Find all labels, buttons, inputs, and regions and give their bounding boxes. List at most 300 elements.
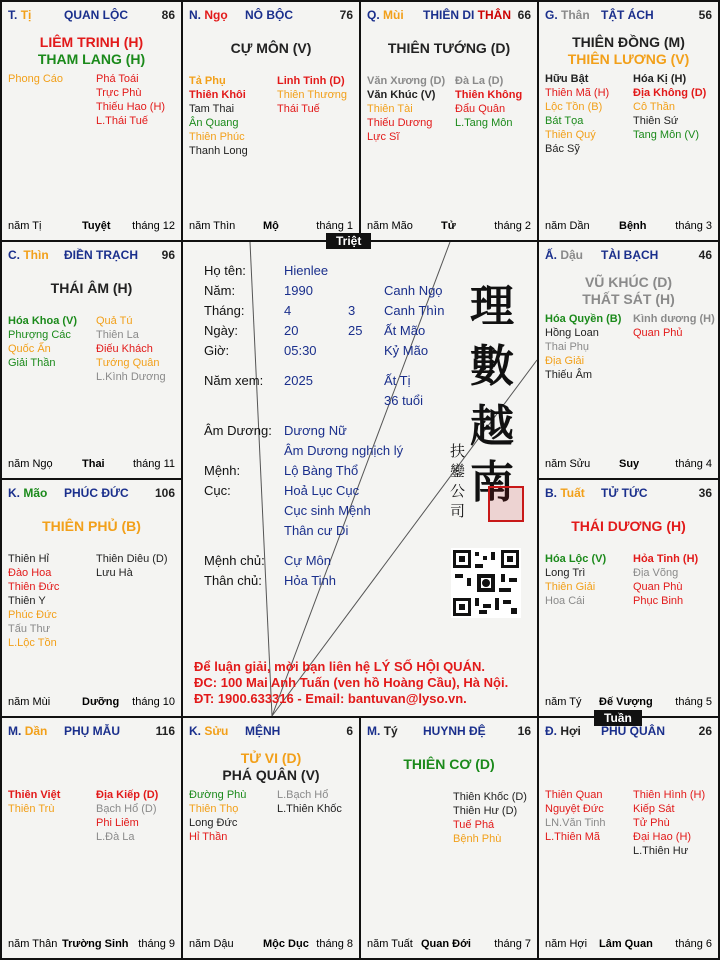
palace-name: MỆNH	[245, 724, 281, 738]
year-label: năm Thìn	[189, 220, 236, 232]
minor-star: Tử Phù	[633, 817, 670, 829]
palace-age: 16	[517, 724, 531, 738]
stars-left-column	[545, 312, 621, 382]
minor-star: Bệnh Phù	[453, 833, 502, 845]
minor-star: Thiên Việt	[8, 789, 61, 801]
life-stage: Bệnh	[619, 220, 647, 232]
month-label: tháng 1	[316, 220, 353, 232]
minor-star: Long Đức	[189, 817, 238, 829]
cuc-label: Cục:	[204, 483, 231, 498]
palace-header	[545, 486, 712, 502]
life-stage: Trường Sinh	[62, 938, 129, 950]
minor-star: Phúc Đức	[8, 609, 57, 621]
canchi-branch: Thìn	[23, 248, 49, 262]
minor-star: Thiên Tài	[367, 103, 413, 115]
minor-star: Kiếp Sát	[633, 803, 675, 815]
canchi-branch: Tị	[20, 8, 32, 22]
canchi-label	[545, 486, 585, 500]
palace-name: QUAN LỘC	[64, 8, 128, 22]
minor-star: Quan Phủ	[633, 327, 683, 339]
palace-footer	[367, 938, 531, 952]
minor-star: Hóa Kị (H)	[633, 73, 687, 85]
year-label: năm Mùi	[8, 696, 51, 708]
stars-left-column	[189, 788, 246, 844]
palace-header	[8, 8, 175, 24]
palace-name: PHÚC ĐỨC	[64, 486, 129, 500]
minor-star: Đà La (D)	[455, 75, 504, 87]
ho-ten-label: Họ tên:	[204, 263, 246, 278]
minor-star: Đường Phù	[189, 789, 247, 801]
palace-cell-hoi	[539, 718, 718, 958]
minor-star: Quả Tú	[96, 315, 133, 327]
canchi-label	[545, 248, 583, 262]
canchi-prefix: B.	[545, 486, 557, 500]
than-marker: THÂN	[477, 8, 511, 22]
main-star: THIÊN CƠ (D)	[403, 756, 495, 772]
minor-star: Thiên Trù	[8, 803, 55, 815]
minor-star: L.Lộc Tồn	[8, 637, 57, 649]
tuan-tag: Tuần	[594, 710, 642, 726]
life-stage: Mộ	[263, 220, 279, 232]
palace-header	[545, 8, 712, 24]
minor-star: Thiên Phúc	[189, 131, 245, 143]
minor-star: Trực Phù	[96, 87, 142, 99]
minor-star: Quốc Ấn	[8, 343, 51, 355]
cuc-value-3: Thân cư Di	[284, 523, 349, 538]
minor-star: Thiên La	[96, 329, 139, 341]
minor-star: LN.Văn Tinh	[545, 817, 606, 829]
stars-left-column	[8, 314, 77, 370]
stars-right-column	[96, 552, 168, 580]
month-label: tháng 11	[132, 458, 175, 470]
minor-star: Phong Cáo	[8, 73, 64, 85]
palace-cell-mui	[361, 2, 537, 240]
stars-left-column	[8, 552, 59, 650]
minor-star: Bạch Hổ (D)	[96, 803, 157, 815]
year-label: năm Tị	[8, 220, 42, 232]
minor-star: Đẩu Quân	[455, 103, 506, 115]
palace-footer	[545, 938, 712, 952]
year-label: năm Tuất	[367, 938, 413, 950]
palace-cell-dan	[2, 718, 181, 958]
palace-cell-than	[539, 2, 718, 240]
calligraphy-char-1: 理	[470, 281, 514, 332]
menh-value: Lộ Bàng Thổ	[284, 463, 359, 478]
stars-right-column	[96, 788, 158, 844]
minor-star: Hồng Loan	[545, 327, 599, 339]
palace-header	[8, 248, 175, 264]
palace-footer	[189, 938, 353, 952]
palace-header	[367, 724, 531, 740]
minor-star: Thiên Khốc (D)	[453, 791, 527, 803]
main-star: THAM LANG (H)	[37, 51, 146, 67]
life-stage: Quan Đới	[421, 938, 471, 950]
stars-left-column	[545, 788, 606, 844]
minor-star: Hóa Lộc (V)	[545, 553, 607, 565]
ho-ten-value: Hienlee	[284, 263, 329, 278]
minor-star: Thiên Diêu (D)	[96, 553, 168, 565]
palace-header	[545, 724, 712, 740]
minor-star: Lưu Hà	[96, 567, 133, 579]
minor-star: Thiên Hình (H)	[633, 789, 706, 801]
canchi-branch: Dậu	[560, 248, 584, 262]
year-label: năm Sửu	[545, 458, 591, 470]
minor-star: Long Trì	[545, 567, 586, 579]
canchi-label	[189, 724, 228, 738]
month-label: tháng 2	[494, 220, 531, 232]
minor-star: Phi Liêm	[96, 817, 139, 829]
namxem-canchi: Ất Tị	[384, 373, 411, 388]
cuc-value-2: Cục sinh Mệnh	[284, 503, 371, 518]
minor-star: Tả Phụ	[189, 75, 226, 87]
minor-star: Địa Kiếp (D)	[96, 789, 159, 801]
minor-star: Thiên Mã (H)	[545, 87, 610, 99]
minor-star: Thiếu Dương	[367, 117, 433, 129]
palace-header	[189, 8, 353, 24]
minor-star: Bác Sỹ	[545, 143, 580, 155]
palace-age: 86	[161, 8, 175, 22]
month-label: tháng 5	[675, 696, 712, 708]
main-star: VŨ KHÚC (D)	[584, 274, 673, 290]
thang-amlich: 3	[348, 303, 356, 318]
palace-cell-dau	[539, 242, 718, 478]
canchi-prefix: K.	[189, 724, 201, 738]
nam-label: Năm:	[204, 283, 236, 298]
main-star: CỰ MÔN (V)	[230, 40, 312, 56]
palace-footer	[189, 220, 353, 234]
thanchu-value: Hỏa Tinh	[284, 573, 337, 588]
minor-star: Thiên Thọ	[189, 803, 239, 815]
canchi-label	[189, 8, 228, 22]
canchi-label	[8, 486, 47, 500]
ngay-amlich: 25	[348, 323, 363, 338]
year-label: năm Dần	[545, 220, 590, 232]
main-star: THIÊN TƯỚNG (D)	[387, 40, 511, 56]
stars-right-column	[633, 788, 705, 858]
minor-star: L.Thiên Mã	[545, 831, 601, 843]
stars-right-column	[633, 312, 715, 340]
minor-star: Bát Tọa	[545, 115, 584, 127]
contact-line-3: ĐT: 1900.633316 - Email: bantuvan@lyso.vn.	[194, 691, 467, 706]
palace-cell-ti	[2, 2, 181, 240]
life-stage: Đế Vượng	[599, 696, 653, 708]
minor-star: Quan Phù	[633, 581, 683, 593]
amduong-value-2: Âm Dương nghịch lý	[284, 443, 404, 458]
palace-header	[8, 486, 175, 502]
life-stage: Tuyệt	[82, 220, 111, 232]
stars-right-column	[633, 72, 706, 142]
year-label: năm Ngọ	[8, 458, 53, 470]
gio-label: Giờ:	[204, 343, 230, 358]
triet-tag: Triệt	[326, 233, 371, 249]
namxem-value: 2025	[284, 373, 313, 388]
palace-cell-tuat	[539, 480, 718, 716]
calligraphy-char-4: 南	[470, 457, 514, 508]
minor-star: Thiên Quan	[545, 789, 603, 801]
stars-left-column	[8, 788, 60, 816]
minor-star: Địa Giải	[545, 355, 585, 367]
stars-left-column	[8, 72, 63, 86]
minor-star: Thanh Long	[189, 145, 248, 157]
minor-star: L.Tang Môn	[455, 117, 513, 129]
minor-star: Thiếu Âm	[545, 369, 593, 381]
minor-star: Tam Thai	[189, 103, 235, 115]
palace-age: 106	[154, 486, 175, 500]
thang-value: 4	[284, 303, 292, 318]
minor-star: Tang Môn (V)	[633, 129, 700, 141]
main-star: THÁI DƯƠNG (H)	[571, 518, 686, 534]
month-label: tháng 12	[132, 220, 175, 232]
month-label: tháng 4	[675, 458, 712, 470]
canchi-branch: Sửu	[204, 724, 229, 738]
ngay-value: 20	[284, 323, 299, 338]
month-label: tháng 10	[132, 696, 175, 708]
canchi-label	[8, 248, 49, 262]
palace-cell-suu	[183, 718, 359, 958]
canchi-label	[8, 8, 31, 22]
calligraphy-char-2: 數	[470, 341, 514, 392]
canchi-branch: Thân	[561, 8, 590, 22]
palace-age: 96	[161, 248, 175, 262]
main-star: PHÁ QUÂN (V)	[222, 767, 320, 783]
thanchu-label: Thân chủ:	[204, 573, 262, 588]
year-label: năm Thân	[8, 938, 58, 950]
canchi-prefix: Ấ.	[545, 248, 557, 262]
contact-line-2: ĐC: 100 Mai Anh Tuấn (ven hồ Hoàng Cầu), Hà Nội.	[194, 675, 509, 690]
minor-star: Phục Binh	[633, 595, 684, 607]
minor-star: Hóa Quyền (B)	[545, 313, 622, 325]
life-stage: Dưỡng	[82, 696, 120, 708]
seal-char-1: 扶	[450, 442, 466, 460]
minor-star: Thiên Đức	[8, 581, 60, 593]
seal-char-4: 司	[450, 502, 466, 520]
minor-star: Hóa Khoa (V)	[8, 315, 78, 327]
minor-star: Hỉ Thần	[189, 831, 228, 843]
month-label: tháng 7	[494, 938, 531, 950]
stars-right-column	[96, 72, 165, 128]
month-label: tháng 6	[675, 938, 712, 950]
minor-star: Thiên Thương	[277, 89, 348, 101]
palace-name: TÀI BẠCH	[601, 248, 659, 262]
main-star: THIÊN LƯƠNG (V)	[567, 51, 690, 67]
palace-name: PHỤ MẪU	[64, 724, 120, 738]
canchi-prefix: K.	[8, 486, 20, 500]
year-label: năm Mão	[367, 220, 413, 232]
life-stage: Tử	[441, 220, 456, 232]
minor-star: Tuế Phá	[453, 819, 495, 831]
palace-header	[545, 248, 712, 264]
palace-footer	[8, 938, 175, 952]
gio-canchi: Kỷ Mão	[384, 343, 429, 358]
palace-cell-ngo	[183, 2, 359, 240]
life-stage: Lâm Quan	[599, 938, 653, 950]
nam-canchi: Canh Ngọ	[384, 283, 443, 298]
canchi-label	[367, 724, 398, 738]
canchi-label	[545, 8, 590, 22]
life-stage: Mộc Dục	[263, 938, 309, 950]
palace-name: PHU QUÂN	[601, 724, 666, 738]
main-star: THẤT SÁT (H)	[582, 291, 675, 307]
main-star: THÁI ÂM (H)	[50, 280, 133, 296]
amduong-label: Âm Dương:	[204, 423, 272, 438]
seal-char-2: 鑾	[450, 462, 466, 480]
canchi-label	[367, 8, 404, 22]
red-seal-stamp	[488, 486, 524, 522]
main-star: LIÊM TRINH (H)	[39, 34, 144, 50]
canchi-branch: Tuất	[560, 486, 585, 500]
minor-star: L.Thái Tuế	[96, 115, 148, 127]
minor-star: Kình dương (H)	[633, 313, 715, 325]
canchi-branch: Mùi	[383, 8, 404, 22]
canchi-prefix: N.	[189, 8, 201, 22]
minor-star: L.Bạch Hổ	[277, 789, 329, 801]
minor-star: Thiên Hư (D)	[453, 805, 518, 817]
menh-label: Mệnh:	[204, 463, 241, 478]
minor-star: Hoa Cái	[545, 595, 585, 607]
calligraphy-char-3: 越	[470, 401, 514, 452]
minor-star: L.Kình Dương	[96, 371, 166, 383]
canchi-prefix: G.	[545, 8, 558, 22]
nam-value: 1990	[284, 283, 313, 298]
canchi-label	[545, 724, 581, 738]
minor-star: Ân Quang	[189, 117, 239, 129]
qr-code[interactable]	[451, 548, 521, 618]
palace-age: 66	[517, 8, 531, 22]
canchi-prefix: T.	[8, 8, 18, 22]
main-star: THIÊN PHỦ (B)	[42, 518, 141, 534]
palace-name: ĐIỀN TRẠCH	[64, 248, 138, 262]
year-label: năm Dậu	[189, 938, 234, 950]
palace-age: 26	[698, 724, 712, 738]
year-label: năm Tý	[545, 696, 582, 708]
canchi-prefix: M.	[8, 724, 22, 738]
menhchu-label: Mệnh chủ:	[204, 553, 265, 568]
minor-star: Thiên Y	[8, 595, 46, 607]
month-label: tháng 9	[138, 938, 175, 950]
canchi-prefix: Q.	[367, 8, 380, 22]
canchi-branch: Mão	[23, 486, 48, 500]
minor-star: Văn Khúc (V)	[367, 89, 436, 101]
canchi-prefix: M.	[367, 724, 381, 738]
month-label: tháng 8	[316, 938, 353, 950]
palace-footer	[8, 696, 175, 710]
stars-right-column	[453, 790, 527, 846]
minor-star: Thiếu Hao (H)	[96, 101, 166, 113]
minor-star: Văn Xương (D)	[367, 75, 446, 87]
palace-header	[8, 724, 175, 740]
minor-star: Phượng Các	[8, 329, 71, 341]
minor-star: Địa Không (D)	[633, 87, 707, 99]
life-stage: Suy	[619, 458, 640, 470]
stars-left-column	[545, 72, 609, 156]
palace-cell-ty	[361, 718, 537, 958]
canchi-label	[8, 724, 47, 738]
stars-left-column	[189, 74, 248, 158]
minor-star: Thiên Không	[455, 89, 523, 101]
minor-star: Thiên Hỉ	[8, 553, 49, 565]
canchi-branch: Ngọ	[204, 8, 228, 22]
ngay-canchi: Ất Mão	[384, 323, 426, 338]
minor-star: L.Thiên Khốc	[277, 803, 342, 815]
minor-star: Hữu Bật	[545, 73, 589, 85]
minor-star: Đào Hoa	[8, 567, 52, 579]
menhchu-value: Cự Môn	[284, 553, 331, 568]
palace-cell-thin	[2, 242, 181, 478]
stars-right-column	[96, 314, 166, 384]
main-star: TỬ VI (D)	[240, 750, 302, 766]
amduong-value-1: Dương Nữ	[284, 423, 347, 438]
canchi-branch: Hợi	[560, 724, 581, 738]
namxem-label: Năm xem:	[204, 373, 264, 388]
palace-age: 56	[698, 8, 712, 22]
minor-star: Hỏa Tinh (H)	[633, 553, 699, 565]
contact-line-1: Để luận giải, mời bạn liên hệ LÝ SỐ HỘI QUÁN.	[194, 659, 485, 674]
minor-star: L.Thiên Hư	[633, 845, 689, 857]
palace-header	[367, 8, 531, 24]
minor-star: Địa Võng	[633, 567, 679, 579]
canchi-branch: Dần	[24, 724, 48, 738]
minor-star: Điếu Khách	[96, 343, 153, 355]
palace-footer	[545, 220, 712, 234]
minor-star: Đại Hao (H)	[633, 831, 692, 843]
minor-star: Linh Tinh (D)	[277, 75, 345, 87]
thang-label: Tháng:	[204, 303, 245, 318]
stars-right-column	[277, 74, 347, 116]
palace-footer	[367, 220, 531, 234]
main-star: THIÊN ĐỒNG (M)	[572, 34, 685, 50]
minor-star: Thiên Sứ	[633, 115, 679, 127]
palace-age: 6	[346, 724, 353, 738]
month-label: tháng 3	[675, 220, 712, 232]
minor-star: L.Đà La	[96, 831, 135, 843]
palace-name: TẬT ÁCH	[601, 8, 654, 22]
palace-name: NÔ BỘC	[245, 8, 293, 22]
canchi-prefix: Đ.	[545, 724, 557, 738]
thang-canchi: Canh Thìn	[384, 303, 445, 318]
palace-age: 116	[155, 724, 175, 738]
canchi-prefix: C.	[8, 248, 20, 262]
canchi-branch: Tý	[383, 724, 398, 738]
palace-footer	[545, 458, 712, 472]
ngay-label: Ngày:	[204, 323, 238, 338]
minor-star: Thiên Khôi	[189, 89, 246, 101]
palace-footer	[545, 696, 712, 710]
palace-footer	[8, 220, 175, 234]
minor-star: Giải Thần	[8, 357, 56, 369]
palace-name: THIÊN DI	[423, 8, 475, 22]
palace-cell-mao	[2, 480, 181, 716]
stars-right-column	[277, 788, 342, 816]
minor-star: Nguyệt Đức	[545, 803, 604, 815]
minor-star: Tấu Thư	[8, 623, 51, 635]
minor-star: Thiên Quý	[545, 129, 596, 141]
life-stage: Thai	[82, 458, 105, 470]
palace-footer	[8, 458, 175, 472]
minor-star: Phá Toái	[96, 73, 139, 85]
palace-age: 76	[339, 8, 353, 22]
palace-age: 46	[698, 248, 712, 262]
palace-header	[189, 724, 353, 740]
stars-right-column	[633, 552, 698, 608]
year-label: năm Hợi	[545, 938, 588, 950]
minor-star: Lực Sĩ	[367, 131, 400, 143]
cuc-value-1: Hoả Lục Cục	[284, 483, 360, 498]
minor-star: Thiên Giải	[545, 581, 596, 593]
minor-star: Thái Tuế	[277, 103, 320, 115]
palace-age: 36	[698, 486, 712, 500]
tuoi-value: 36 tuổi	[384, 393, 424, 408]
palace-name: TỬ TỨC	[601, 486, 648, 500]
